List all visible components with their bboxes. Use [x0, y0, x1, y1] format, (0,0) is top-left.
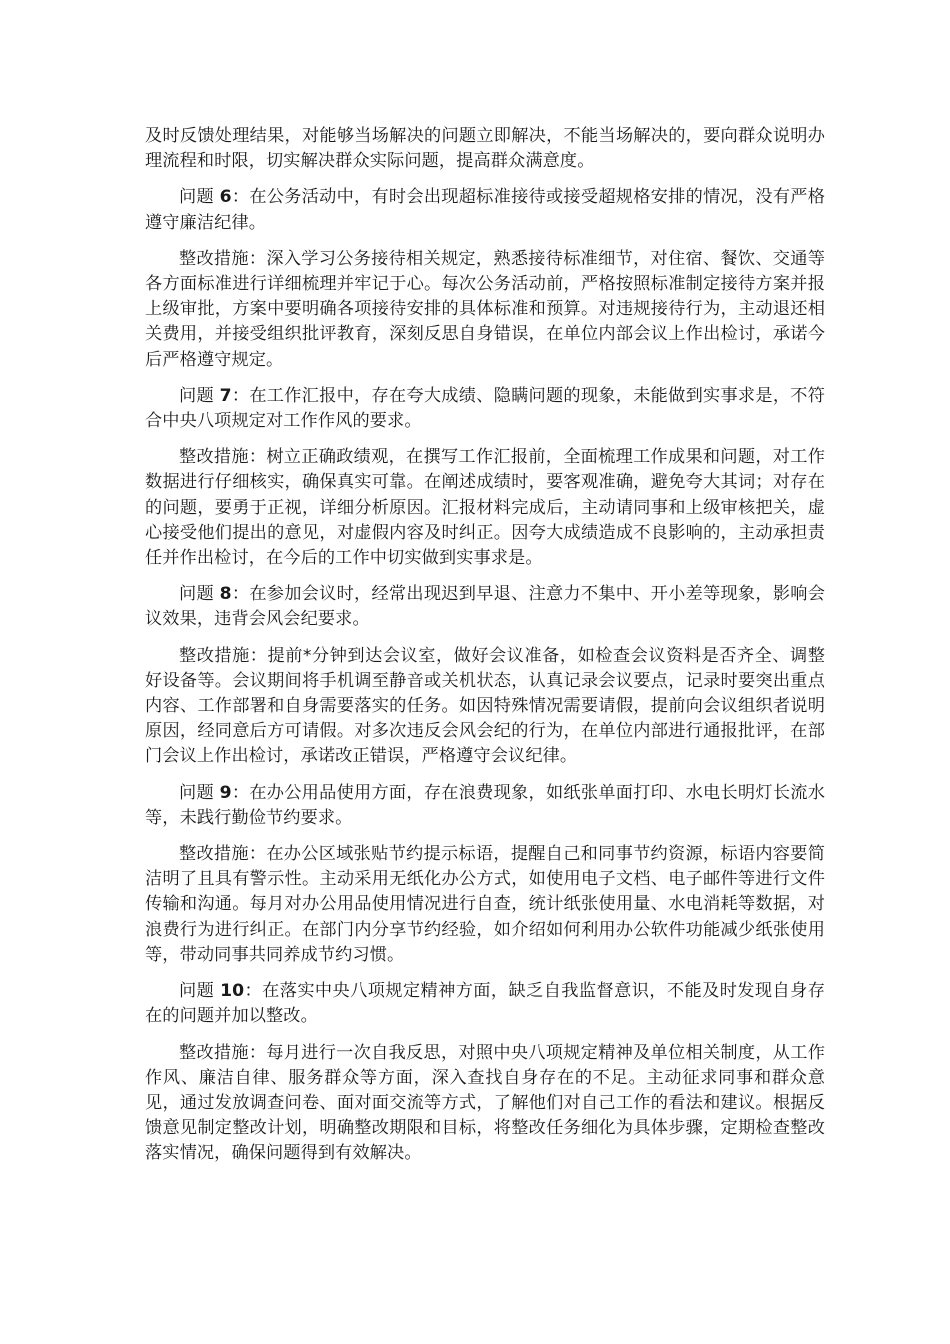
measure-text: 整改措施：每月进行一次自我反思，对照中央八项规定精神及单位相关制度，从工作作风、廉洁自律、服务群众等方面，深入查找自身存在的不足。主动征求同事和群众意见，通过发放调查问卷、面对面交流等方式，了解他们对自己工作的看法和建议。根据反馈意见制定整改计划，明确整改期限和目标，将整改任务细化为具体步骤，定期检查整改落实情况，确保问题得到有效解决。	[145, 1042, 825, 1164]
document-body	[145, 124, 825, 1178]
measure-8-paragraph	[145, 644, 825, 770]
problem-text: ：在办公用品使用方面，存在浪费现象，如纸张单面打印、水电长明灯长流水等，未践行勤俭节约要求。	[145, 782, 826, 828]
problem-prefix: 问题	[179, 981, 221, 1002]
problem-9-paragraph	[145, 781, 825, 831]
measure-10-paragraph	[145, 1041, 825, 1167]
measure-6-paragraph	[145, 247, 825, 373]
problem-number: 6	[219, 187, 232, 208]
problem-prefix: 问题	[179, 782, 220, 803]
paragraph-continuation	[145, 124, 825, 174]
problem-text: ：在参加会议时，经常出现迟到早退、注意力不集中、开小差等现象，影响会议效果，违背会风会纪要求。	[145, 584, 826, 630]
problem-text: ：在工作汇报中，存在夸大成绩、隐瞒问题的现象，未能做到实事求是，不符合中央八项规定对工作作风的要求。	[145, 385, 826, 432]
measure-text: 整改措施：树立正确政绩观，在撰写工作汇报前，全面梳理工作成果和问题，对工作数据进行仔细核实，确保真实可靠。在阐述成绩时，要客观准确，避免夸大其词；对存在的问题，要勇于正视，详细分析原因。汇报材料完成后，主动请同事和上级审核把关，虚心接受他们提出的意见，对虚假内容及时纠正。因夸大成绩造成不良影响的，主动承担责任并作出检讨，在今后的工作中切实做到实事求是。	[145, 447, 825, 569]
measure-9-paragraph	[145, 842, 825, 968]
problem-prefix: 问题	[179, 187, 220, 208]
measure-7-paragraph	[145, 445, 825, 571]
problem-7-paragraph	[145, 384, 825, 434]
measure-text: 整改措施：深入学习公务接待相关规定，熟悉接待标准细节，对住宿、餐饮、交通等各方面标准进行详细梳理并牢记于心。每次公务活动前，严格按照标准制定接待方案并报上级审批，方案中要明确各项接待安排的具体标准和预算。对违规接待行为，主动退还相关费用，并接受组织批评教育，深刻反思自身错误，在单位内部会议上作出检讨，承诺今后严格遵守规定。	[145, 248, 825, 370]
problem-8-paragraph	[145, 582, 825, 632]
problem-prefix: 问题	[179, 385, 220, 406]
problem-text: ：在公务活动中，有时会出现超标准接待或接受超规格安排的情况，没有严格遵守廉洁纪律。	[145, 187, 826, 233]
measure-text: 整改措施：在办公区域张贴节约提示标语，提醒自己和同事节约资源，标语内容要简洁明了且具有警示性。主动采用无纸化办公方式，如使用电子文档、电子邮件等进行文件传输和沟通。每月对办公用品使用情况进行自查，统计纸张使用量、水电消耗等数据，对浪费行为进行纠正。在部门内分享节约经验，如介绍如何利用办公软件功能减少纸张使用等，带动同事共同养成节约习惯。	[145, 844, 825, 965]
problem-number: 8	[219, 584, 232, 605]
problem-number: 10	[220, 981, 245, 1002]
problem-number: 7	[219, 385, 232, 406]
problem-prefix: 问题	[179, 584, 220, 605]
problem-6-paragraph	[145, 185, 825, 235]
problem-10-paragraph	[145, 979, 825, 1029]
problem-text: ：在落实中央八项规定精神方面，缺乏自我监督意识，不能及时发现自身存在的问题并加以整改。	[145, 981, 825, 1027]
paragraph-text: 及时反馈处理结果，对能够当场解决的问题立即解决，不能当场解决的，要向群众说明办理流程和时限，切实解决群众实际问题，提高群众满意度。	[145, 126, 825, 172]
problem-number: 9	[219, 782, 232, 803]
measure-text: 整改措施：提前*分钟到达会议室，做好会议准备，如检查会议资料是否齐全、调整好设备等。会议期间将手机调至静音或关机状态，认真记录会议要点，记录时要突出重点内容、工作部署和自身需要落实的任务。如因特殊情况需要请假，提前向会议组织者说明原因，经同意后方可请假。对多次违反会风会纪的行为，在单位内部进行通报批评，在部门会议上作出检讨，承诺改正错误，严格遵守会议纪律。	[145, 645, 825, 767]
